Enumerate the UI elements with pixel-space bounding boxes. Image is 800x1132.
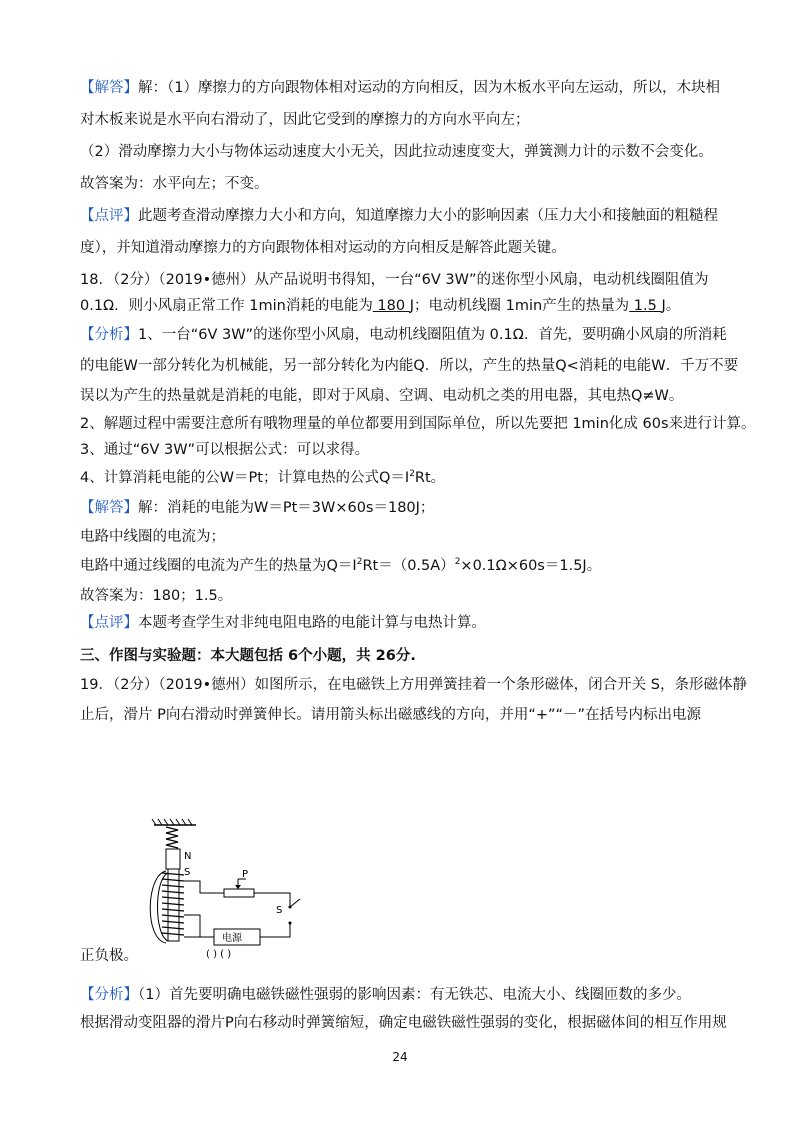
field-line-inner [158,873,169,941]
text-line: 2、解题过程中需要注意所有哦物理量的单位都要用到国际单位，所以先要把 1min化成 60s来进行计算。 [80,416,756,432]
text-line: （2）滑动摩擦力大小与物体运动速度大小无关，因此拉动速度变大，弹簧测力计的示数不会变化。 [80,144,713,160]
comment-tag: 【点评】 [80,208,138,224]
switch-s-label: S [276,905,283,916]
slider-p-label: P [242,869,249,880]
text-line: 误以为产生的热量就是消耗的电能，即对于风扇、空调、电动机之类的用电器，其电热Q≠W。 [80,388,684,404]
text-line: 【解答】解：消耗的电能为W＝Pt＝3W×60s＝180J； [80,500,435,516]
text-line: 【点评】此题考查滑动摩擦力大小和方向，知道摩擦力大小的影响因素（压力大小和接触面的粗糙程 [80,208,718,224]
section-heading: 三、作图与实验题：本大题包括 6个小题，共 26分. [80,648,416,664]
answer-blank: 180 [372,298,410,314]
text-line: 【分析】（1）首先要明确电磁铁磁性强弱的影响因素：有无铁芯、电流大小、线圈匝数的多少。 [80,987,691,1003]
rheostat [224,889,254,897]
switch [290,899,300,907]
text-line: 对木板来说是水平向右滑动了，因此它受到的摩擦力的方向水平向左； [80,112,530,128]
page-number: 24 [392,1050,408,1064]
text-line: 【分析】1、一台“6V 3W”的迷你型小风扇，电动机线圈阻值为 0.1Ω．首先，要明确小风扇的所消耗 [80,327,727,343]
text-line: 电路中线圈的电流为； [80,529,225,545]
magnet-s-label: S [184,867,191,878]
text-line: 根据滑动变阻器的滑片P向右移动时弹簧缩短，确定电磁铁磁性强弱的变化，根据磁体间的相互作用规 [80,1015,727,1031]
text-line: 故答案为：水平向左；不变。 [80,176,269,192]
answer-tag: 【解答】 [80,80,138,96]
text-line: 电路中通过线圈的电流为产生的热量为$Q=I^2Rt=(0.5A)^2\times 0.1\Omega\times 60s=1.5J$。 [80,557,602,574]
electromagnet-circuit-diagram [140,815,310,965]
text-line: 止后，滑片 P向右滑动时弹簧伸长。请用箭头标出磁感线的方向，并用“+”“－”在括号内标出电源 [80,707,702,723]
text-line: 0.1Ω．则小风扇正常工作 1min消耗的电能为 180 J；电动机线圈 1min产生的热量为 1.5 J。 [80,298,681,314]
analysis-tag: 【分析】 [80,327,138,343]
text-line: 4、计算消耗电能的公W＝Pt；计算电热的公式$Q=I^2Rt$。 [80,469,446,486]
answer-blank: 1.5 [629,298,662,314]
text-line: 3、通过“6V 3W”可以根据公式：可以求得。 [80,442,370,458]
text-line: 【解答】解：（1）摩擦力的方向跟物体相对运动的方向相反，因为木板水平向左运动，所以，木块相 [80,80,720,96]
text-line: 的电能W一部分转化为机械能，另一部分转化为内能Q．所以，产生的热量Q<消耗的电能W．千万不要 [80,358,739,374]
answer-tag: 【解答】 [80,500,138,516]
field-line-outer [150,871,166,943]
power-label: 电源 [222,933,242,944]
polarity-brackets: ( ) ( ) [206,949,232,960]
text-line: 故答案为：180；1.5。 [80,588,233,604]
spring [166,827,178,848]
question-19: 19．（2分）（2019•德州）如图所示，在电磁铁上方用弹簧挂着一个条形磁体，闭合开关 S，条形磁体静 [80,677,747,693]
question-18: 18．（2分）（2019•德州）从产品说明书得知，一台“6V 3W”的迷你型小风扇，电动机线圈阻值为 [80,272,709,288]
text-line: 度），并知道滑动摩擦力的方向跟物体相对运动的方向相反是解答此题关键。 [80,240,566,256]
text-line: 正负极。 [80,948,138,964]
text-line: 【点评】本题考查学生对非纯电阻电路的电能计算与电热计算。 [80,615,486,631]
magnet-n-label: N [184,851,192,862]
bar-magnet [166,849,180,869]
analysis-tag: 【分析】 [80,987,138,1003]
comment-tag: 【点评】 [80,615,138,631]
